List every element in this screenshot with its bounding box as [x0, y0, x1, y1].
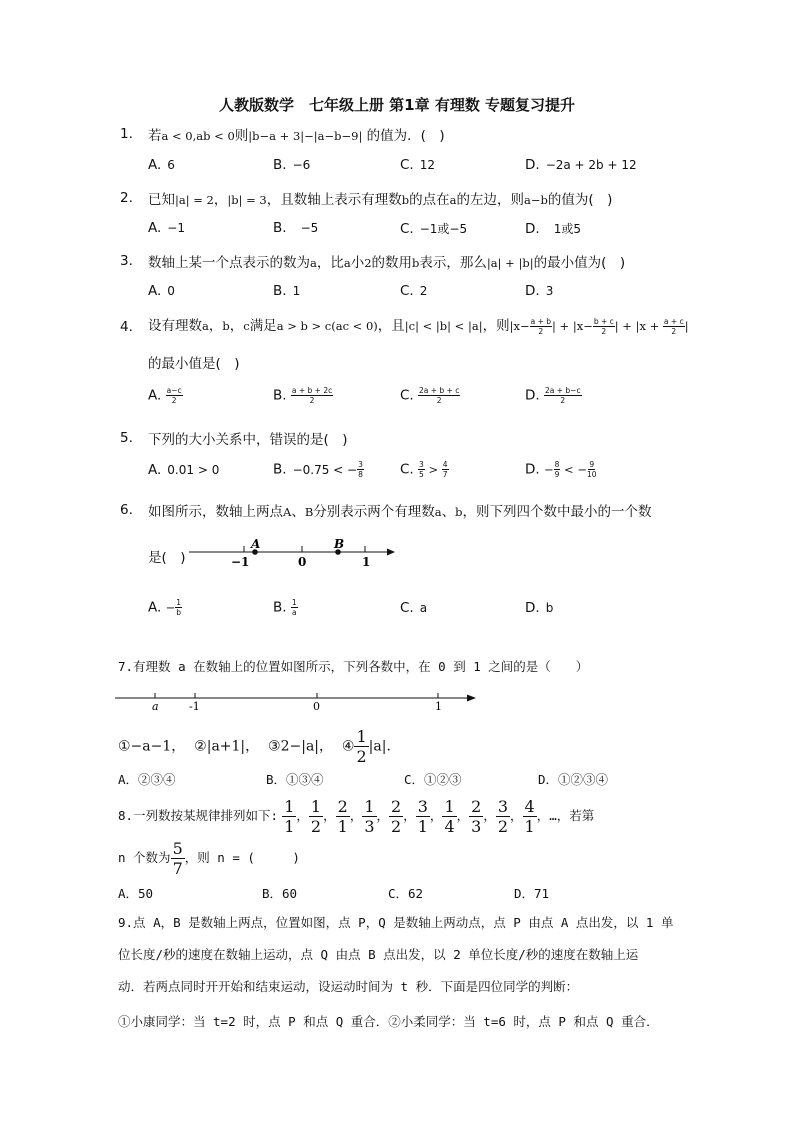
q8-option-d[interactable]: D．71 [514, 886, 550, 901]
q8-separator: ， [429, 808, 443, 823]
page-title: 人教版数学 七年级上册 第1章 有理数 专题复习提升 [218, 96, 576, 114]
q4-fraction-1: $\frac{a + b}{2}$ [530, 316, 552, 336]
q7-option-b[interactable]: B．①③④ [266, 772, 324, 787]
q8-separator: ， [296, 808, 309, 823]
q5-option-a[interactable]: A. 0.01 > 0 [148, 462, 220, 478]
q8-separator: ， [376, 808, 390, 823]
q6-number: 6. [120, 502, 133, 518]
q6-stem: 如图所示，数轴上两点A、B分别表示两个有理数a、b，则下列四个数中最小的一个数 [148, 504, 652, 520]
q3-option-d[interactable]: D. 3 [525, 283, 554, 299]
q8-sequence-fraction: $\frac{2}{3}$ [471, 797, 482, 836]
tick-label-0: 0 [298, 555, 307, 569]
q7-stem: 7.有理数 a 在数轴上的位置如图所示，下列各数中，在 0 到 1 之间的是（ ） [118, 659, 589, 674]
q4-stem-line2: 的最小值是( ) [148, 356, 240, 372]
q7-number-line [115, 686, 485, 714]
q6-number-line [185, 535, 400, 571]
q1-number: 1. [120, 126, 133, 142]
q1-expression: |b−a + 3|−|a−b−9| [248, 129, 363, 143]
q2-option-b[interactable]: B. −5 [273, 220, 319, 236]
tick-label-1: 1 [362, 555, 371, 569]
q8-separator: ， [323, 808, 336, 823]
q3-stem: 数轴上某一个点表示的数为a，比a小2的数用b表示，那么|a| + |b|的最小值为( ) [148, 255, 626, 271]
q1-stem: 若a < 0,ab < 0则|b−a + 3|−|a−b−9| 的值为．( ) [148, 128, 445, 144]
q9-line-1: 9.点 A，B 是数轴上两点，位置如图，点 P，Q 是数轴上两动点，点 P 由点 A 点出发，以 1 单 [118, 915, 674, 930]
q8-separator: ， [403, 808, 416, 823]
q5-stem: 下列的大小关系中，错误的是( ) [148, 432, 348, 448]
q3-number: 3. [120, 253, 133, 269]
point-a-label: a [152, 700, 159, 713]
q4-option-b[interactable]: B. $\frac{a + b + 2c}{2}$ [273, 386, 333, 405]
q6-option-c[interactable]: C. a [400, 600, 428, 616]
q1-option-a[interactable]: A. 6 [148, 157, 175, 173]
tick-label-neg1: −1 [231, 555, 250, 569]
q2-option-c[interactable]: C. −1或−5 [400, 221, 468, 237]
q6-option-d[interactable]: D. b [525, 600, 554, 616]
q8-stem: 8.一列数按某规律排列如下: $\frac{1}{1}$ ， $\frac{1}{2}$ ， $\frac{2}{1}$ ， $\frac{1}{3}$ ， $\frac{2}{2}$ ， $\frac{3}{1}$ ， $\frac{1}{4}$ ， $\frac{2}{3}$ ， $\frac{3}{2}$ ， $\frac{4}{1}$ ，…，若第 [118, 797, 595, 836]
q7-option-a[interactable]: A．②③④ [118, 772, 176, 787]
q8-separator: ， [483, 808, 496, 823]
q4-fraction-3: $\frac{a + c}{2}$ [663, 316, 684, 336]
q4-number: 4. [120, 319, 133, 335]
q8-sequence-fraction: $\frac{2}{1}$ [337, 797, 348, 836]
q5-option-b[interactable]: B. −0.75 < − $\frac{3}{8}$ [273, 460, 363, 479]
point-a-label: A [251, 537, 261, 551]
q5-option-d[interactable]: D. − $\frac{8}{9}$ < − $\frac{9}{10}$ [525, 460, 597, 479]
q5-number: 5. [120, 430, 133, 446]
q2-number: 2. [120, 190, 133, 206]
q1-option-c[interactable]: C. 12 [400, 157, 435, 173]
point-b-label: B [334, 537, 345, 551]
q7-items: ①−a−1， ②|a+1|， ③2−|a|， ④ $\frac{1}{2}$ |a|． [118, 727, 401, 766]
q8-option-a[interactable]: A．50 [118, 886, 154, 901]
q1-option-b[interactable]: B. −6 [273, 157, 311, 173]
tick-label-neg1: -1 [189, 700, 200, 713]
tick-label-1: 1 [435, 700, 442, 713]
q8-sequence-fraction: $\frac{1}{2}$ [310, 797, 322, 836]
q8-stem-line2: n 个数为 $\frac{5}{7}$ ，则 n = ( ) [118, 839, 300, 878]
q2-option-d[interactable]: D. 1或5 [525, 221, 581, 237]
q9-line-4: ①小康同学：当 t=2 时，点 P 和点 Q 重合．②小柔同学：当 t=6 时，点 P 和点 Q 重合． [118, 1014, 659, 1029]
q8-sequence-fraction: $\frac{4}{1}$ [524, 797, 535, 836]
q4-option-a[interactable]: A. $\frac{a-c}{2}$ [148, 386, 182, 405]
q9-line-2: 位长度/秒的速度在数轴上运动，点 Q 由点 B 点出发，以 2 单位长度/秒的速度在数轴上运 [118, 947, 639, 962]
axis-arrow [387, 549, 395, 556]
q8-option-b[interactable]: B．60 [262, 886, 298, 901]
q2-stem: 已知|a| = 2，|b| = 3，且数轴上表示有理数b的点在a的左边，则a−b的值为( ) [148, 192, 613, 208]
q8-sequence-fraction: $\frac{3}{1}$ [417, 797, 428, 836]
q8-sequence-fraction: $\frac{1}{1}$ [284, 797, 295, 836]
q3-option-b[interactable]: B. 1 [273, 283, 301, 299]
q1-option-d[interactable]: D. −2a + 2b + 12 [525, 157, 637, 173]
q4-option-c[interactable]: C. $\frac{2a + b + c}{2}$ [400, 386, 460, 405]
q6-option-a[interactable]: A. − $\frac{1}{b}$ [148, 598, 182, 617]
q8-sequence-fraction: $\frac{1}{3}$ [364, 797, 375, 836]
q8-sequence-fraction: $\frac{1}{4}$ [444, 797, 455, 836]
q8-target-fraction: $\frac{5}{7}$ [172, 839, 183, 878]
axis-arrow [467, 695, 476, 702]
q6-stem-line2: 是( ) [148, 550, 186, 566]
q3-option-c[interactable]: C. 2 [400, 283, 428, 299]
q8-sequence-fraction: $\frac{2}{2}$ [391, 797, 402, 836]
q7-option-c[interactable]: C．①②③ [404, 772, 462, 787]
q3-option-a[interactable]: A. 0 [148, 283, 175, 299]
q4-fraction-2: $\frac{b + c}{2}$ [593, 316, 614, 336]
q7-option-d[interactable]: D．①②③④ [538, 772, 609, 787]
q8-option-c[interactable]: C．62 [388, 886, 424, 901]
q8-sequence-fraction: $\frac{3}{2}$ [497, 797, 509, 836]
tick-label-0: 0 [313, 700, 320, 713]
q4-stem: 设有理数a，b，c满足a > b > c(ac < 0)，且|c| < |b| < |a|，则|x− $\frac{a + b}{2}$ | + |x− $\frac{b + c}{2}$ | + |x + $\frac{a + c}{2}$ | [148, 316, 689, 336]
q9-line-3: 动．若两点同时开开始和结束运动，设运动时间为 t 秒．下面是四位同学的判断： [118, 979, 579, 994]
q5-option-c[interactable]: C. $\frac{3}{5}$ > $\frac{4}{7}$ [400, 460, 448, 479]
q8-separator: ， [456, 808, 470, 823]
q8-separator: ， [510, 808, 523, 823]
q6-option-b[interactable]: B. $\frac{1}{a}$ [273, 598, 297, 617]
q2-option-a[interactable]: A. −1 [148, 220, 185, 236]
q4-option-d[interactable]: D. $\frac{2a + b-c}{2}$ [525, 386, 581, 405]
q8-separator: ， [349, 808, 363, 823]
q1-condition: a < 0,ab < 0 [161, 129, 235, 143]
